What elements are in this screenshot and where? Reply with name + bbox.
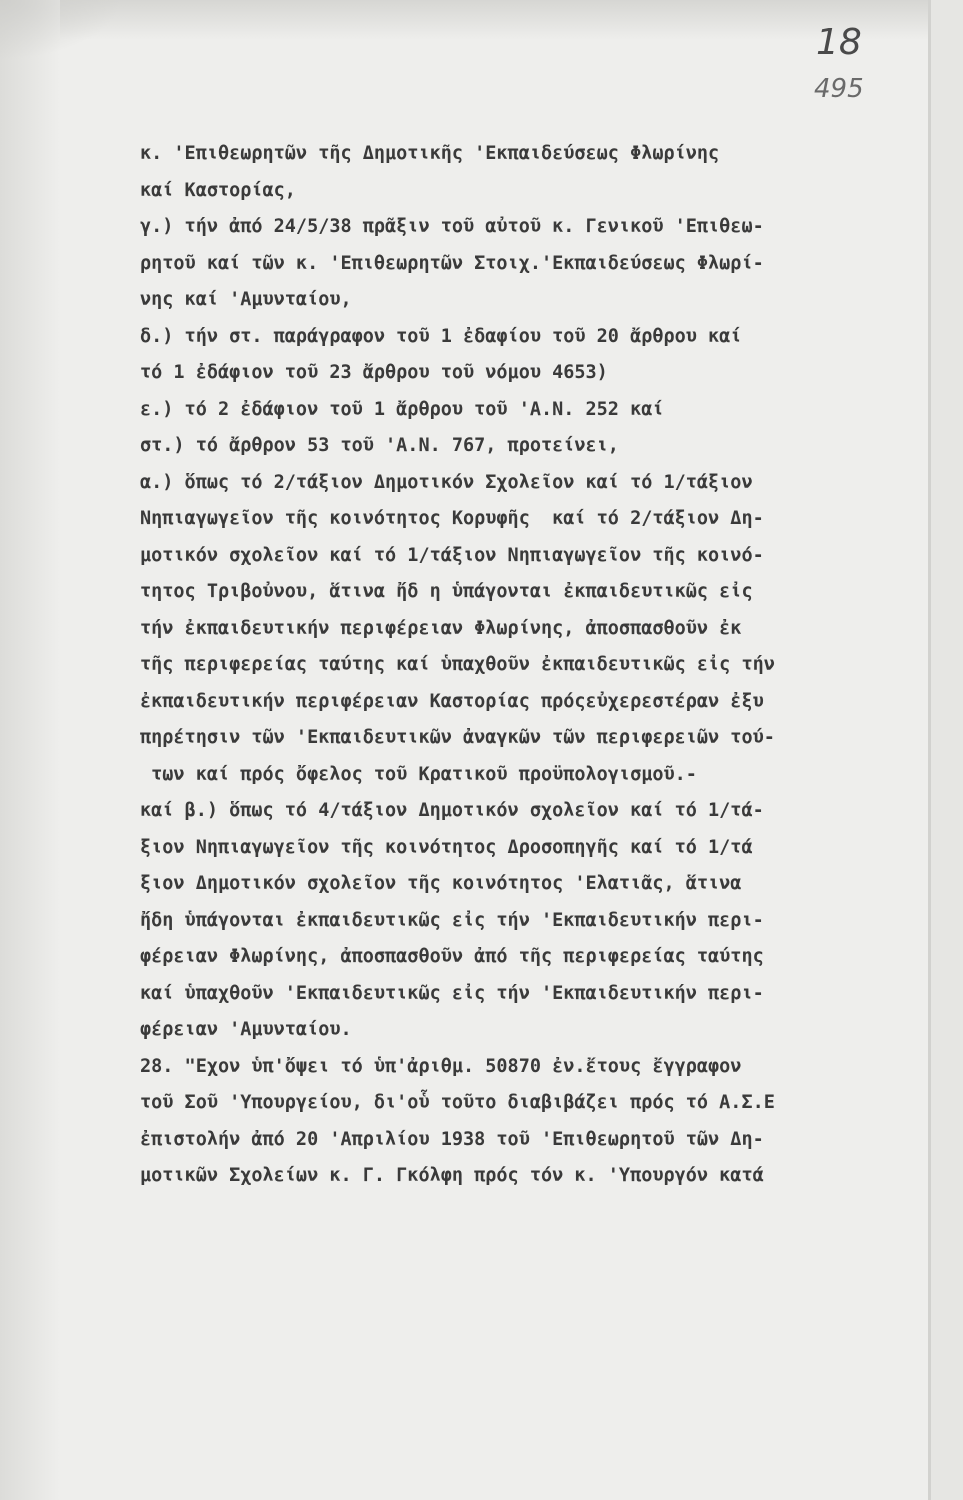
text-line: μοτικόν σχολεῖον καί τό 1/τάξιον Νηπιαγωγεῖον τῆς κοινό- bbox=[140, 544, 764, 566]
typed-text-body bbox=[140, 136, 940, 1195]
folio-number: 18 bbox=[816, 22, 862, 63]
text-line: φέρειαν 'Αμυνταίου. bbox=[140, 1019, 352, 1040]
text-line: μοτικῶν Σχολείων κ. Γ. Γκόλφη πρός τόν κ. 'Υπουργόν κατά bbox=[140, 1165, 764, 1186]
text-line: κ. 'Επιθεωρητῶν τῆς Δημοτικῆς 'Εκπαιδεύσεως Φλωρίνης bbox=[140, 143, 720, 164]
text-line: α.) ὅπως τό 2/τάξιον Δημοτικόν Σχολεῖον καί τό 1/τάξιον bbox=[140, 471, 753, 493]
text-line: ξιον Δημοτικόν σχολεῖον τῆς κοινότητος 'Ελατιᾶς, ἅτινα bbox=[140, 873, 742, 894]
text-line: καί Καστορίας, bbox=[140, 179, 296, 201]
scan-left-edge bbox=[0, 0, 60, 1500]
text-line: τῆς περιφερείας ταύτης καί ὑπαχθοῦν ἐκπαιδευτικῶς εἰς τήν bbox=[140, 654, 775, 675]
text-line: ἤδη ὑπάγονται ἐκπαιδευτικῶς εἰς τήν 'Εκπαιδευτικήν περι- bbox=[140, 909, 764, 931]
text-line: καί ὑπαχθοῦν 'Εκπαιδευτικῶς εἰς τήν 'Εκπαιδευτικήν περι- bbox=[140, 982, 764, 1004]
text-line: των καί πρός ὄφελος τοῦ Κρατικοῦ προϋπολογισμοῦ.- bbox=[140, 763, 697, 785]
text-line: στ.) τό ἄρθρον 53 τοῦ 'Α.Ν. 767, προτείνει, bbox=[140, 435, 619, 456]
text-line: δ.) τήν στ. παράγραφον τοῦ 1 ἐδαφίου τοῦ 20 ἄρθρου καί bbox=[140, 325, 742, 347]
text-line: ξιον Νηπιαγωγεῖον τῆς κοινότητος Δροσοπηγῆς καί τό 1/τά bbox=[140, 836, 753, 858]
text-line: ρητοῦ καί τῶν κ. 'Επιθεωρητῶν Στοιχ.'Εκπαιδεύσεως Φλωρί- bbox=[140, 252, 764, 274]
text-line: τό 1 ἐδάφιον τοῦ 23 ἄρθρου τοῦ νόμου 4653) bbox=[140, 362, 608, 383]
text-line: τητος Τριβοὐνου, ἅτινα ἤδ η ὑπάγονται ἐκπαιδευτικῶς εἰς bbox=[140, 581, 753, 602]
text-line: τήν ἐκπαιδευτικήν περιφέρειαν Φλωρίνης, ἀποσπασθοῦν ἐκ bbox=[140, 617, 742, 639]
text-line: πηρέτησιν τῶν 'Εκπαιδευτικῶν ἀναγκῶν τῶν περιφερειῶν τού- bbox=[140, 727, 775, 748]
text-line: 28. "Εχον ὑπ'ὄψει τό ὑπ'ἀριθμ. 50870 ἐν.ἔτους ἔγγραφον bbox=[140, 1055, 742, 1077]
text-line: καί β.) ὅπως τό 4/τάξιον Δημοτικόν σχολεῖον καί τό 1/τά- bbox=[140, 800, 764, 821]
text-line: φέρειαν Φλωρίνης, ἀποσπασθοῦν ἀπό τῆς περιφερείας ταύτης bbox=[140, 946, 764, 967]
folio-secondary-number: 495 bbox=[814, 74, 864, 104]
text-line: ἐκπαιδευτικήν περιφέρειαν Καστορίας πρόςεὐχερεστέραν ἐξυ bbox=[140, 690, 764, 712]
scan-corner-shadow bbox=[0, 0, 120, 60]
text-line: ἐπιστολήν ἀπό 20 'Απριλίου 1938 τοῦ 'Επιθεωρητοῦ τῶν Δη- bbox=[140, 1128, 764, 1150]
text-line: γ.) τήν ἀπό 24/5/38 πρᾶξιν τοῦ αὐτοῦ κ. Γενικοῦ 'Επιθεω- bbox=[140, 216, 764, 237]
text-line: τοῦ Σοῦ 'Υπουργείου, δι'οὗ τοῦτο διαβιβάζει πρός τό Α.Σ.Ε bbox=[140, 1092, 775, 1113]
text-line: ε.) τό 2 ἐδάφιον τοῦ 1 ἄρθρου τοῦ 'Α.Ν. 252 καί bbox=[140, 398, 664, 420]
text-line: Νηπιαγωγεῖον τῆς κοινότητος Κορυφῆς καί τό 2/τάξιον Δη- bbox=[140, 508, 764, 529]
text-line: νης καί 'Αμυνταίου, bbox=[140, 289, 352, 310]
